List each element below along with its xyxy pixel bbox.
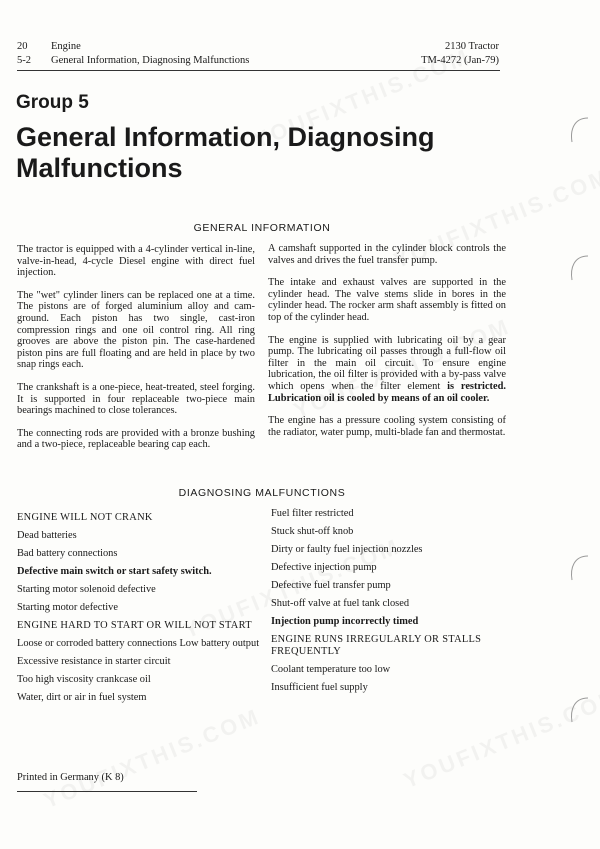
paragraph: The connecting rods are provided with a bronze bushing and a two-piece, replaceable bearing cap each. xyxy=(17,427,255,451)
punch-hole-mark xyxy=(566,112,590,152)
malfunction-list-left xyxy=(17,512,262,710)
malfunction-item: Starting motor defective xyxy=(17,602,118,613)
paragraph-text: The engine is supplied with lubricating oil by a gear pump. The lubricating oil passes through a full-flow oil filter in the main oil circuit. To ensure engine lubrication, the oil filter is provided with a by-pass valve which opens when the filter element xyxy=(268,334,506,392)
malfunction-item: Fuel filter restricted xyxy=(271,508,354,519)
general-info-left-column xyxy=(17,244,255,462)
product-name: 2130 Tractor xyxy=(445,41,499,52)
general-info-right-column xyxy=(268,243,506,449)
paragraph: A camshaft supported in the cylinder block controls the valves and drives the fuel transfer pump. xyxy=(268,243,506,266)
punch-hole-mark xyxy=(566,250,590,290)
malfunction-item: Dirty or faulty fuel injection nozzles xyxy=(271,544,423,555)
punch-hole-mark xyxy=(566,692,590,732)
page-title: General Information, Diagnosing Malfunctions xyxy=(16,122,435,183)
watermark xyxy=(40,703,264,814)
paragraph: The intake and exhaust valves are supported in the cylinder head. The valve stems slide in bores in the cylinder head. The rocker arm shaft assembly is fitted on top of the cylinder head. xyxy=(268,277,506,323)
general-information-heading: GENERAL INFORMATION xyxy=(193,222,331,234)
malfunction-list-right xyxy=(271,508,516,700)
malfunction-item: Defective injection pump xyxy=(271,562,377,573)
punch-hole-mark xyxy=(566,550,590,590)
malfunction-item: Too high viscosity crankcase oil xyxy=(17,674,151,685)
malfunction-item: Insufficient fuel supply xyxy=(271,682,368,693)
diagnosing-malfunctions-heading: DIAGNOSING MALFUNCTIONS xyxy=(178,487,346,499)
malfunction-item: Defective fuel transfer pump xyxy=(271,580,391,591)
paragraph: The engine has a pressure cooling system consisting of the radiator, water pump, multi-blade fan and thermostat. xyxy=(268,415,506,438)
malfunction-item: Shut-off valve at fuel tank closed xyxy=(271,598,410,609)
malfunction-item: Coolant temperature too low xyxy=(271,664,391,675)
malfunction-item: Defective main switch or start safety switch. xyxy=(17,566,212,577)
section-name: Engine xyxy=(51,41,81,52)
malfunction-item: Injection pump incorrectly timed xyxy=(271,616,419,627)
page-number: 20 xyxy=(17,41,28,52)
malfunction-heading: ENGINE RUNS IRREGULARLY OR STALLS FREQUENTLY xyxy=(271,634,482,657)
malfunction-item: Water, dirt or air in fuel system xyxy=(17,692,147,703)
malfunction-item: Starting motor solenoid defective xyxy=(17,584,156,595)
paragraph: The crankshaft is a one-piece, heat-treated, steel forging. It is supported in four replaceable two-piece main bearings machined to close tolerances. xyxy=(17,381,255,417)
manual-id: TM-4272 (Jan-79) xyxy=(421,55,499,66)
header-rule xyxy=(17,70,500,71)
page-header-left xyxy=(17,40,249,68)
paragraph xyxy=(268,335,506,405)
malfunction-item: Stuck shut-off knob xyxy=(271,526,354,537)
malfunction-item: Loose or corroded battery connections Low battery output xyxy=(17,638,260,649)
paragraph: The tractor is equipped with a 4-cylinder vertical in-line, valve-in-head, 4-cycle Diesel engine with direct fuel injection. xyxy=(17,244,255,279)
print-note: Printed in Germany (K 8) xyxy=(17,772,124,783)
paragraph-bold-text: is restricted. Lubrication oil is cooled by means of an oil cooler. xyxy=(268,380,506,404)
paragraph: The "wet" cylinder liners can be replaced one at a time. The pistons are of forged aluminium alloy and cam-ground. Each piston has two single, cast-iron compression rings and one oil control ring. All ring grooves are above the piston pin. The case-hardened piston pins are full floating and are held in place by two snap rings each. xyxy=(17,289,255,371)
malfunction-item: Bad battery connections xyxy=(17,548,118,559)
group-label: Group 5 xyxy=(16,92,89,113)
page-header-right xyxy=(421,40,499,68)
page-sub: 5-2 xyxy=(17,55,31,66)
footer-rule xyxy=(17,791,197,792)
malfunction-heading: ENGINE WILL NOT CRANK xyxy=(17,512,153,523)
malfunction-item: Dead batteries xyxy=(17,530,77,541)
malfunction-heading: ENGINE HARD TO START OR WILL NOT START xyxy=(17,620,252,631)
malfunction-item: Excessive resistance in starter circuit xyxy=(17,656,171,667)
subsection-name: General Information, Diagnosing Malfunctions xyxy=(51,55,250,66)
